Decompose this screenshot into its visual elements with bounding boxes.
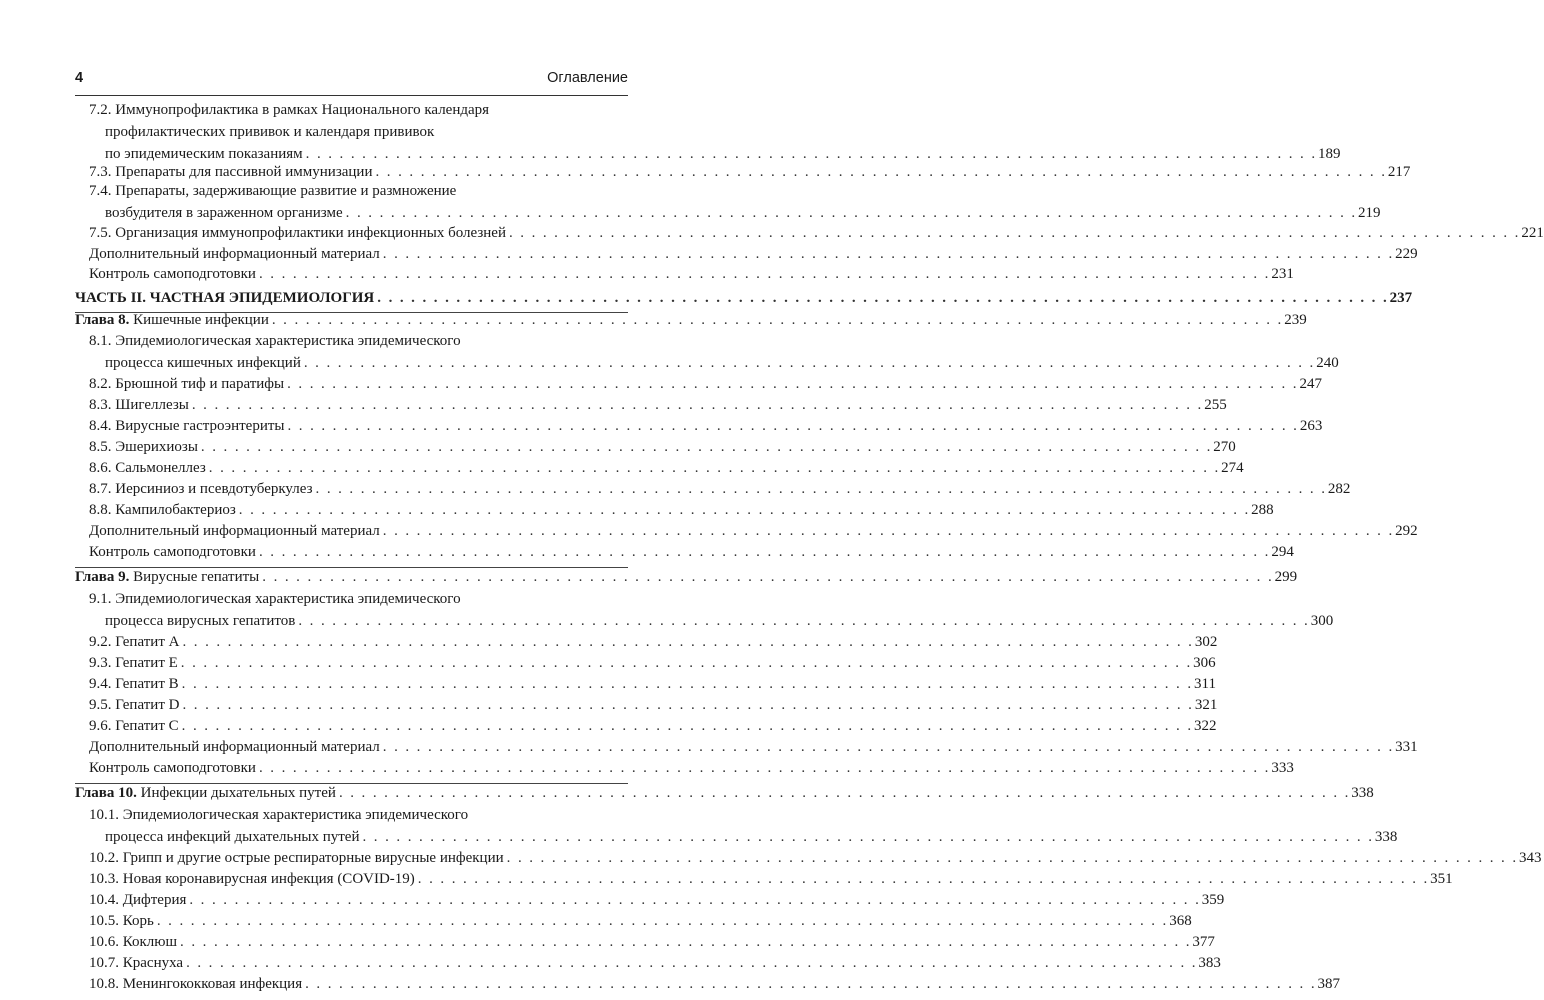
toc-entry-title [75,309,269,331]
toc-entry-title: процесса вирусных гепатитов [105,613,296,629]
toc-entry-8-6[interactable] [89,457,1244,479]
toc-entry-ch8-control[interactable] [89,541,1294,563]
page-ref: 274 [1221,460,1244,476]
toc-entry-title: 7.5. Организация иммунопрофилактики инфекционных болезней [89,225,506,241]
toc-entry-8-3[interactable] [89,394,1227,416]
toc-entry-title: профилактических прививок и календаря прививок [105,124,435,140]
dot-leader: . . . . . . . . . . . . . . . . . . . . . . . . . . . . . . . . . . . . . . . . . . . . . . . . . . . . . . . . . . . . . . . . . . . . . . . . . . . . . . . . . . . . . . . . . . [181,718,1193,734]
dot-leader: . . . . . . . . . . . . . . . . . . . . . . . . . . . . . . . . . . . . . . . . . . . . . . . . . . . . . . . . . . . . . . . . . . . . . . . . . . . . . . . . . . . . . . . . . . [375,164,1387,180]
toc-entry-title: 7.2. Иммунопрофилактика в рамках Национального календаря [89,102,490,118]
dot-leader: . . . . . . . . . . . . . . . . . . . . . . . . . . . . . . . . . . . . . . . . . . . . . . . . . . . . . . . . . . . . . . . . . . . . . . . . . . . . . . . . . . . . . . . . . . [181,676,1193,692]
dot-leader: . . . . . . . . . . . . . . . . . . . . . . . . . . . . . . . . . . . . . . . . . . . . . . . . . . . . . . . . . . . . . . . . . . . . . . . . . . . . . . . . . . . . . . . . . . [338,785,1351,801]
toc-entry-title: Дополнительный информационный материал [89,739,380,755]
toc-entry-title [75,566,259,588]
dot-leader: . . . . . . . . . . . . . . . . . . . . . . . . . . . . . . . . . . . . . . . . . . . . . . . . . . . . . . . . . . . . . . . . . . . . . . . . . . . . . . . . . . . . . . . . . . [382,246,1395,262]
dot-leader: . . . . . . . . . . . . . . . . . . . . . . . . . . . . . . . . . . . . . . . . . . . . . . . . . . . . . . . . . . . . . . . . . . . . . . . . . . . . . . . . . . . . . . . . . . [305,976,1317,992]
toc-entry-title [75,782,336,804]
toc-entry-title: 7.4. Препараты, задерживающие развитие и размножение [89,183,457,199]
dot-leader: . . . . . . . . . . . . . . . . . . . . . . . . . . . . . . . . . . . . . . . . . . . . . . . . . . . . . . . . . . . . . . . . . . . . . . . . . . . . . . . . . . . . . . . . . . [271,312,1284,328]
toc-entry-title: 9.6. Гепатит C [89,718,179,734]
page-ref: 343 [1519,850,1542,866]
chapter-title: Кишечные инфекции [133,312,269,328]
page-ref: 351 [1430,871,1453,887]
toc-entry-10-6[interactable] [89,931,1215,953]
page-ref: 189 [1318,146,1341,162]
toc-entry-title: Контроль самоподготовки [89,544,256,560]
toc-entry-ch10[interactable] [75,782,1374,804]
toc-entry-ch9-extra[interactable] [89,736,1418,758]
dot-leader: . . . . . . . . . . . . . . . . . . . . . . . . . . . . . . . . . . . . . . . . . . . . . . . . . . . . . . . . . . . . . . . . . . . . . . . . . . . . . . . . . . . . . . . . . . [506,850,1518,866]
page-ref: 302 [1194,634,1218,650]
toc-entry-7-4 [89,180,628,202]
toc-entry-title: 9.3. Гепатит E [89,655,178,671]
page-ref: 359 [1201,892,1225,908]
page-ref: 311 [1194,676,1216,692]
toc-entry-title: 10.5. Корь [89,913,154,929]
dot-leader: . . . . . . . . . . . . . . . . . . . . . . . . . . . . . . . . . . . . . . . . . . . . . . . . . . . . . . . . . . . . . . . . . . . . . . . . . . . . . . . . . . . . . . . . . . [189,892,1201,908]
dot-leader: . . . . . . . . . . . . . . . . . . . . . . . . . . . . . . . . . . . . . . . . . . . . . . . . . . . . . . . . . . . . . . . . . . . . . . . . . . . . . . . . . . . . . . . . . . [258,760,1271,776]
page-ref: 338 [1351,785,1374,801]
toc-entry-10-8[interactable] [89,973,1340,995]
chapter-title: Инфекции дыхательных путей [140,785,336,801]
toc-entry-title: 10.1. Эпидемиологическая характеристика эпидемического [89,807,469,823]
toc-entry-title: 9.2. Гепатит A [89,634,180,650]
toc-entry-title: 8.6. Сальмонеллез [89,460,206,476]
toc-entry-title: 9.4. Гепатит B [89,676,179,692]
page-ref: 231 [1271,266,1294,282]
chapter-number: Глава 10. [75,785,137,801]
dot-leader: . . . . . . . . . . . . . . . . . . . . . . . . . . . . . . . . . . . . . . . . . . . . . . . . . . . . . . . . . . . . . . . . . . . . . . . . . . . . . . . . . . . . . . . . . . [382,739,1395,755]
toc-entry-8-4[interactable] [89,415,1323,437]
dot-leader: . . . . . . . . . . . . . . . . . . . . . . . . . . . . . . . . . . . . . . . . . . . . . . . . . . . . . . . . . . . . . . . . . . . . . . . . . . . . . . . . . . . . . . . . . . [362,829,1374,845]
toc-entry-8-8[interactable] [89,499,1274,521]
dot-leader: . . . . . . . . . . . . . . . . . . . . . . . . . . . . . . . . . . . . . . . . . . . . . . . . . . . . . . . . . . . . . . . . . . . . . . . . . . . . . . . . . . . . . . . . . . [298,613,1310,629]
page-ref: 217 [1387,164,1411,180]
page-ref: 221 [1521,225,1544,241]
toc-entry-9-1 [89,588,628,610]
toc-entry-ch7-extra[interactable] [89,243,1418,265]
dot-leader: . . . . . . . . . . . . . . . . . . . . . . . . . . . . . . . . . . . . . . . . . . . . . . . . . . . . . . . . . . . . . . . . . . . . . . . . . . . . . . . . . . . . . . . . . . [191,397,1204,413]
page-ref: 322 [1194,718,1217,734]
toc-entry-title: 10.4. Дифтерия [89,892,187,908]
toc-entry-7-2-cont1 [105,121,628,143]
dot-leader: . . . . . . . . . . . . . . . . . . . . . . . . . . . . . . . . . . . . . . . . . . . . . . . . . . . . . . . . . . . . . . . . . . . . . . . . . . . . . . . . . . . . . . . . . . [186,955,1198,971]
toc-entry-title: процесса кишечных инфекций [105,355,301,371]
dot-leader: . . . . . . . . . . . . . . . . . . . . . . . . . . . . . . . . . . . . . . . . . . . . . . . . . . . . . . . . . . . . . . . . . . . . . . . . . . . . . . . . . . . . . . . . . . [182,634,1194,650]
toc-entry-title: 10.6. Коклюш [89,934,178,950]
toc-entry-8-7[interactable] [89,478,1351,500]
toc-entry-title: 10.8. Менингококковая инфекция [89,976,303,992]
toc-entry-7-2 [89,99,628,121]
page-ref: 333 [1271,760,1294,776]
page-ref: 300 [1310,613,1334,629]
dot-leader: . . . . . . . . . . . . . . . . . . . . . . . . . . . . . . . . . . . . . . . . . . . . . . . . . . . . . . . . . . . . . . . . . . . . . . . . . . . . . . . . . . . . . . . . . . [208,460,1221,476]
page-ref: 247 [1299,376,1322,392]
toc-entry-title: 8.8. Кампилобактериоз [89,502,236,518]
toc-entry-7-5[interactable] [89,222,1544,244]
toc-entry-title: 10.3. Новая коронавирусная инфекция (COVID-19) [89,871,415,887]
page-ref: 237 [1389,290,1413,306]
page-ref: 387 [1317,976,1340,992]
toc-entry-8-5[interactable] [89,436,1236,458]
dot-leader: . . . . . . . . . . . . . . . . . . . . . . . . . . . . . . . . . . . . . . . . . . . . . . . . . . . . . . . . . . . . . . . . . . . . . . . . . . . . . . . . . . . . . . . . . . [238,502,1251,518]
toc-entry-9-5[interactable] [89,694,1218,716]
dot-leader: . . . . . . . . . . . . . . . . . . . . . . . . . . . . . . . . . . . . . . . . . . . . . . . . . . . . . . . . . . . . . . . . . . . . . . . . . . . . . . . . . . . . . . . . . . [180,655,1193,671]
toc-entry-8-1 [89,330,628,352]
toc-entry-8-1-cont1[interactable] [105,352,1339,374]
toc-entry-title: Дополнительный информационный материал [89,523,380,539]
page-ref: 239 [1284,312,1307,328]
toc-entry-title: Дополнительный информационный материал [89,246,380,262]
toc-entry-9-6[interactable] [89,715,1217,737]
running-title: Оглавление [547,70,628,86]
dot-leader: . . . . . . . . . . . . . . . . . . . . . . . . . . . . . . . . . . . . . . . . . . . . . . . . . . . . . . . . . . . . . . . . . . . . . . . . . . . . . . . . . . . . . . . . . . [200,439,1213,455]
toc-entry-7-4-cont1[interactable] [105,202,1381,224]
page-ref: 270 [1213,439,1236,455]
toc-entry-title: по эпидемическим показаниям [105,146,303,162]
toc-entry-title: 8.2. Брюшной тиф и паратифы [89,376,285,392]
toc-entry-ch7-control[interactable] [89,263,1294,285]
dot-leader: . . . . . . . . . . . . . . . . . . . . . . . . . . . . . . . . . . . . . . . . . . . . . . . . . . . . . . . . . . . . . . . . . . . . . . . . . . . . . . . . . . . . . . . . . . [258,266,1271,282]
toc-entry-ch9-control[interactable] [89,757,1294,779]
toc-entry-title: 8.4. Вирусные гастроэнтериты [89,418,285,434]
dot-leader: . . . . . . . . . . . . . . . . . . . . . . . . . . . . . . . . . . . . . . . . . . . . . . . . . . . . . . . . . . . . . . . . . . . . . . . . . . . . . . . . . . . . . . . . . . [287,376,1299,392]
toc-entry-9-3[interactable] [89,652,1216,674]
toc-entry-ch8[interactable] [75,309,1307,331]
dot-leader: . . . . . . . . . . . . . . . . . . . . . . . . . . . . . . . . . . . . . . . . . . . . . . . . . . . . . . . . . . . . . . . . . . . . . . . . . . . . . . . . . . . . . . . . . . [303,355,1316,371]
toc-entry-title: 10.7. Краснуха [89,955,184,971]
dot-leader: . . . . . . . . . . . . . . . . . . . . . . . . . . . . . . . . . . . . . . . . . . . . . . . . . . . . . . . . . . . . . . . . . . . . . . . . . . . . . . . . . . . . . . . . . . [382,523,1395,539]
toc-entry-10-4[interactable] [89,889,1225,911]
toc-entry-8-2[interactable] [89,373,1322,395]
toc-entry-10-5[interactable] [89,910,1192,932]
toc-entry-title: возбудителя в зараженном организме [105,205,343,221]
toc-entry-title: 10.2. Грипп и другие острые респираторные вирусные инфекции [89,850,504,866]
toc-entry-title: 8.5. Эшерихиозы [89,439,198,455]
page-ref: 368 [1169,913,1192,929]
dot-leader: . . . . . . . . . . . . . . . . . . . . . . . . . . . . . . . . . . . . . . . . . . . . . . . . . . . . . . . . . . . . . . . . . . . . . . . . . . . . . . . . . . . . . . . . . . [377,290,1389,306]
toc-entry-title: 8.1. Эпидемиологическая характеристика эпидемического [89,333,461,349]
toc-entry-10-3[interactable] [89,868,1453,890]
toc-entry-9-2[interactable] [89,631,1218,653]
page-ref: 229 [1395,246,1418,262]
toc-entry-title: 7.3. Препараты для пассивной иммунизации [89,164,373,180]
page-ref: 294 [1271,544,1294,560]
page-ref: 383 [1198,955,1221,971]
toc-entry-9-1-cont1[interactable] [105,610,1334,632]
toc-entry-title: процесса инфекций дыхательных путей [105,829,360,845]
dot-leader: . . . . . . . . . . . . . . . . . . . . . . . . . . . . . . . . . . . . . . . . . . . . . . . . . . . . . . . . . . . . . . . . . . . . . . . . . . . . . . . . . . . . . . . . . . [417,871,1430,887]
dot-leader: . . . . . . . . . . . . . . . . . . . . . . . . . . . . . . . . . . . . . . . . . . . . . . . . . . . . . . . . . . . . . . . . . . . . . . . . . . . . . . . . . . . . . . . . . . [262,569,1274,585]
dot-leader: . . . . . . . . . . . . . . . . . . . . . . . . . . . . . . . . . . . . . . . . . . . . . . . . . . . . . . . . . . . . . . . . . . . . . . . . . . . . . . . . . . . . . . . . . . [156,913,1169,929]
toc-entry-title: 9.5. Гепатит D [89,697,180,713]
dot-leader: . . . . . . . . . . . . . . . . . . . . . . . . . . . . . . . . . . . . . . . . . . . . . . . . . . . . . . . . . . . . . . . . . . . . . . . . . . . . . . . . . . . . . . . . . . [315,481,1327,497]
page-ref: 255 [1204,397,1227,413]
page-ref: 306 [1193,655,1216,671]
page-number: 4 [75,70,84,86]
dot-leader: . . . . . . . . . . . . . . . . . . . . . . . . . . . . . . . . . . . . . . . . . . . . . . . . . . . . . . . . . . . . . . . . . . . . . . . . . . . . . . . . . . . . . . . . . . [182,697,1194,713]
toc-entry-10-7[interactable] [89,952,1221,974]
dot-leader: . . . . . . . . . . . . . . . . . . . . . . . . . . . . . . . . . . . . . . . . . . . . . . . . . . . . . . . . . . . . . . . . . . . . . . . . . . . . . . . . . . . . . . . . . . [180,934,1192,950]
dot-leader: . . . . . . . . . . . . . . . . . . . . . . . . . . . . . . . . . . . . . . . . . . . . . . . . . . . . . . . . . . . . . . . . . . . . . . . . . . . . . . . . . . . . . . . . . . [258,544,1271,560]
toc-entry-10-1-cont1[interactable] [105,826,1398,848]
page-ref: 288 [1251,502,1274,518]
dot-leader: . . . . . . . . . . . . . . . . . . . . . . . . . . . . . . . . . . . . . . . . . . . . . . . . . . . . . . . . . . . . . . . . . . . . . . . . . . . . . . . . . . . . . . . . . . [305,146,1318,162]
toc-entry-title: 9.1. Эпидемиологическая характеристика эпидемического [89,591,461,607]
chapter-number: Глава 9. [75,569,130,585]
toc-entry-part2[interactable] [75,287,1413,309]
toc-entry-title: 8.7. Иерсиниоз и псевдотуберкулез [89,481,313,497]
toc-entry-ch8-extra[interactable] [89,520,1418,542]
chapter-number: Глава 8. [75,312,130,328]
toc-entry-10-1 [89,804,628,826]
toc-entry-title: Контроль самоподготовки [89,760,256,776]
page-ref: 263 [1299,418,1323,434]
dot-leader: . . . . . . . . . . . . . . . . . . . . . . . . . . . . . . . . . . . . . . . . . . . . . . . . . . . . . . . . . . . . . . . . . . . . . . . . . . . . . . . . . . . . . . . . . . [345,205,1358,221]
page-ref: 321 [1194,697,1218,713]
toc-entry-title: 8.3. Шигеллезы [89,397,189,413]
page-ref: 292 [1395,523,1418,539]
page-ref: 240 [1316,355,1339,371]
page-ref: 331 [1395,739,1418,755]
toc-entry-title: Контроль самоподготовки [89,266,256,282]
toc-entry-10-2[interactable] [89,847,1542,869]
page-ref: 219 [1358,205,1381,221]
page-ref: 338 [1374,829,1398,845]
dot-leader: . . . . . . . . . . . . . . . . . . . . . . . . . . . . . . . . . . . . . . . . . . . . . . . . . . . . . . . . . . . . . . . . . . . . . . . . . . . . . . . . . . . . . . . . . . [508,225,1521,241]
toc-entry-9-4[interactable] [89,673,1216,695]
page-ref: 282 [1327,481,1351,497]
page-ref: 299 [1274,569,1298,585]
dot-leader: . . . . . . . . . . . . . . . . . . . . . . . . . . . . . . . . . . . . . . . . . . . . . . . . . . . . . . . . . . . . . . . . . . . . . . . . . . . . . . . . . . . . . . . . . . [287,418,1299,434]
toc-entry-title: ЧАСТЬ II. ЧАСТНАЯ ЭПИДЕМИОЛОГИЯ [75,290,375,306]
chapter-title: Вирусные гепатиты [133,569,260,585]
page-ref: 377 [1192,934,1215,950]
toc-entry-ch9[interactable] [75,566,1298,588]
